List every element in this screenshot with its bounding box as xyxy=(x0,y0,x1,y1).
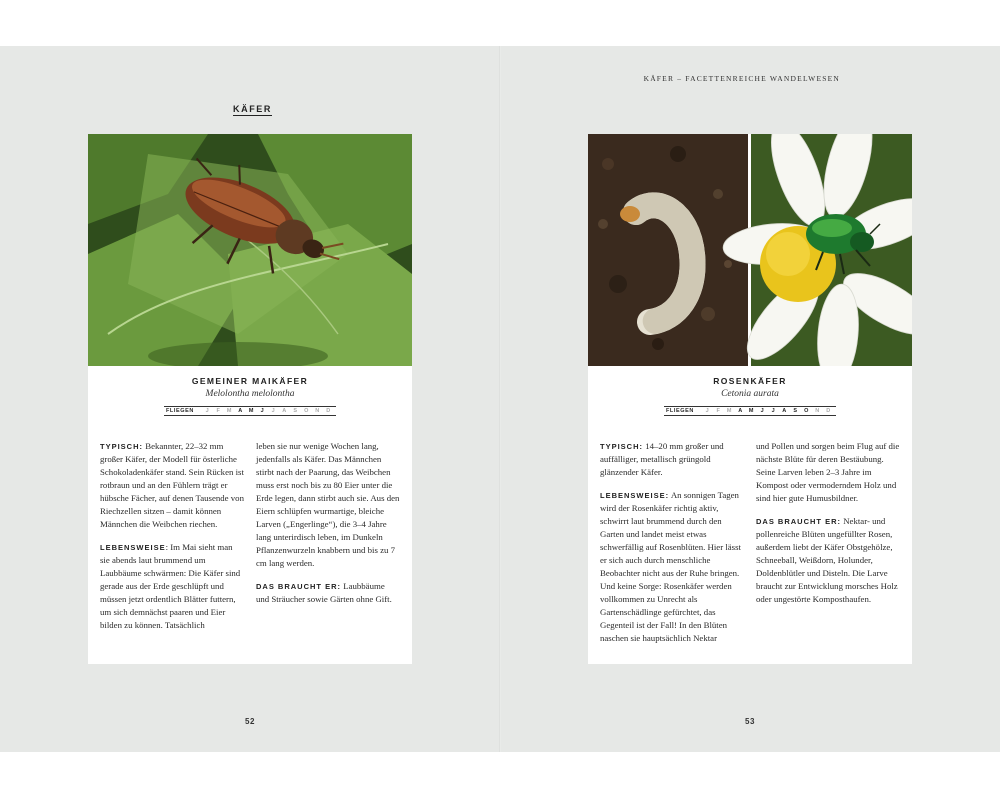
month-apr: A xyxy=(238,408,243,414)
month-dec: D xyxy=(826,408,831,414)
common-name: GEMEINER MAIKÄFER xyxy=(191,376,309,386)
species-card-maikaefer xyxy=(88,134,412,664)
common-name: ROSENKÄFER xyxy=(713,376,787,386)
month-oct: O xyxy=(304,408,309,414)
lebensweise-label: LEBENSWEISE: xyxy=(600,491,670,500)
month-aug: A xyxy=(782,408,787,414)
cockchafer-on-oak-leaf-image xyxy=(88,134,412,366)
species-card-rosenkaefer xyxy=(588,134,912,664)
latin-name: Cetonia aurata xyxy=(721,389,779,399)
running-head-left: KÄFER xyxy=(233,104,272,114)
running-head-right: KÄFER – FACETTENREICHE WANDELWESEN xyxy=(643,74,840,83)
month-mar: M xyxy=(226,408,233,414)
page-number-left: 52 xyxy=(245,717,255,726)
text-column-1 xyxy=(100,440,244,642)
month-dec: D xyxy=(326,408,331,414)
month-nov: N xyxy=(315,408,320,414)
month-oct: O xyxy=(804,408,809,414)
page-number-right: 53 xyxy=(745,717,755,726)
lebensweise-paragraph xyxy=(100,541,244,632)
species-header-rosenkaefer xyxy=(588,376,912,417)
month-jun: J xyxy=(260,408,265,414)
grub-and-rose-chafer-image xyxy=(588,134,912,366)
maikaefer-photo xyxy=(88,134,412,366)
book-spread xyxy=(0,46,1000,752)
typisch-paragraph xyxy=(600,440,744,479)
typisch-text: Bekannter, 22–32 mm großer Käfer, der Modell für österliche Schokoladenkäfer stand. Sein Rücken ist rotbraun und an den Fühlern trägt er hübsche Fächer, auf denen Tausende von Riechzellen sitzen – damit können Männchen die Weibchen riechen. xyxy=(100,441,244,529)
continuation-paragraph: und Pollen und sorgen beim Flug auf die nächste Blüte für deren Bestäubung. Seine Larven leben 2–3 Jahre im Kompost oder vermoderndem Holz und sind hier gute Humusbildner. xyxy=(756,441,900,503)
flight-label: FLIEGEN xyxy=(665,408,695,414)
month-may: M xyxy=(748,408,755,414)
lebensweise-text: An sonnigen Tagen wird der Rosenkäfer richtig aktiv, schwirrt laut brummend durch den Garten und landet meist etwas schwerfällig auf Rosenblüten. Hier lässt er sich auch durch menschliche Beobachter nicht aus der Ruhe bringen. Und keine Sorge: Rosenkäfer werden vollkommen zu Unrecht als Gartenschädlinge gefürchtet, das Gegenteil ist der Fall! In den Blüten naschen sie hauptsächlich Nektar xyxy=(600,490,741,643)
typisch-paragraph xyxy=(100,440,244,531)
braucht-text: Nektar- und pollenreiche Blüten ungefüllter Rosen, außerdem liebt der Käfer Obstgehölze, Schneeball, Weißdorn, Holunder, Doldenblütler und Disteln. Die Larve braucht zur Entwicklung morsches Holz oder ungestörte Komposthaufen. xyxy=(756,516,898,604)
typisch-label: TYPISCH: xyxy=(100,442,144,451)
lebensweise-label: LEBENSWEISE xyxy=(100,543,166,552)
braucht-paragraph xyxy=(256,580,400,606)
month-jul: J xyxy=(771,408,776,414)
month-jan: J xyxy=(705,408,710,414)
text-column-2 xyxy=(756,440,900,655)
month-aug: A xyxy=(282,408,287,414)
month-mar: M xyxy=(726,408,733,414)
month-nov: N xyxy=(815,408,820,414)
month-sep: S xyxy=(793,408,798,414)
month-jul: J xyxy=(271,408,276,414)
species-header-maikaefer xyxy=(88,376,412,417)
month-jun: J xyxy=(760,408,765,414)
month-apr: A xyxy=(738,408,743,414)
braucht-text: Laubbäume und Sträucher sowie Gärten ohne Gift. xyxy=(256,581,392,604)
month-feb: F xyxy=(716,408,721,414)
braucht-label: DAS BRAUCHT ER: xyxy=(756,517,841,526)
species-text-maikaefer xyxy=(100,440,400,642)
flight-label: FLIEGEN xyxy=(165,408,195,414)
text-column-1 xyxy=(600,440,744,655)
month-feb: F xyxy=(216,408,221,414)
typisch-text: 14–20 mm großer und auffälliger, metallisch grüngold glänzender Käfer. xyxy=(600,441,724,477)
flight-calendar xyxy=(664,406,836,416)
braucht-paragraph xyxy=(756,515,900,606)
month-sep: S xyxy=(293,408,298,414)
continuation-paragraph: leben sie nur wenige Wochen lang, jedenfalls als Käfer. Das Männchen stirbt nach der Paarung, das Weibchen muss erst noch bis zu 80 Eier unter die Erde legen, dann stirbt auch sie. Aus den Eiern schlüpfen wurmartige, bleiche Larven („Engerlinge“), die 3–4 Jahre lang unterirdisch leben, im Dunkeln Pflanzenwurzeln knabbern und bis zu 7 cm lang werden. xyxy=(256,441,400,568)
typisch-label: TYPISCH: xyxy=(600,442,644,451)
latin-name: Melolontha melolontha xyxy=(205,389,295,399)
lebensweise-text: : Im Mai sieht man sie abends laut brummend um Laubbäume schwärmen: Die Käfer sind gerade aus der Erde geschlüpft und müssen jetzt ordentlich Blätter futtern, um sich demnächst paaren und Eier bilden zu können. Tatsächlich xyxy=(100,542,241,630)
species-text-rosenkaefer xyxy=(600,440,900,655)
month-may: M xyxy=(248,408,255,414)
flight-calendar xyxy=(164,406,336,416)
text-column-2 xyxy=(256,440,400,642)
rosenkaefer-photos xyxy=(588,134,912,366)
month-jan: J xyxy=(205,408,210,414)
braucht-label: DAS BRAUCHT ER: xyxy=(256,582,341,591)
book-gutter xyxy=(499,46,501,752)
lebensweise-paragraph xyxy=(600,489,744,645)
